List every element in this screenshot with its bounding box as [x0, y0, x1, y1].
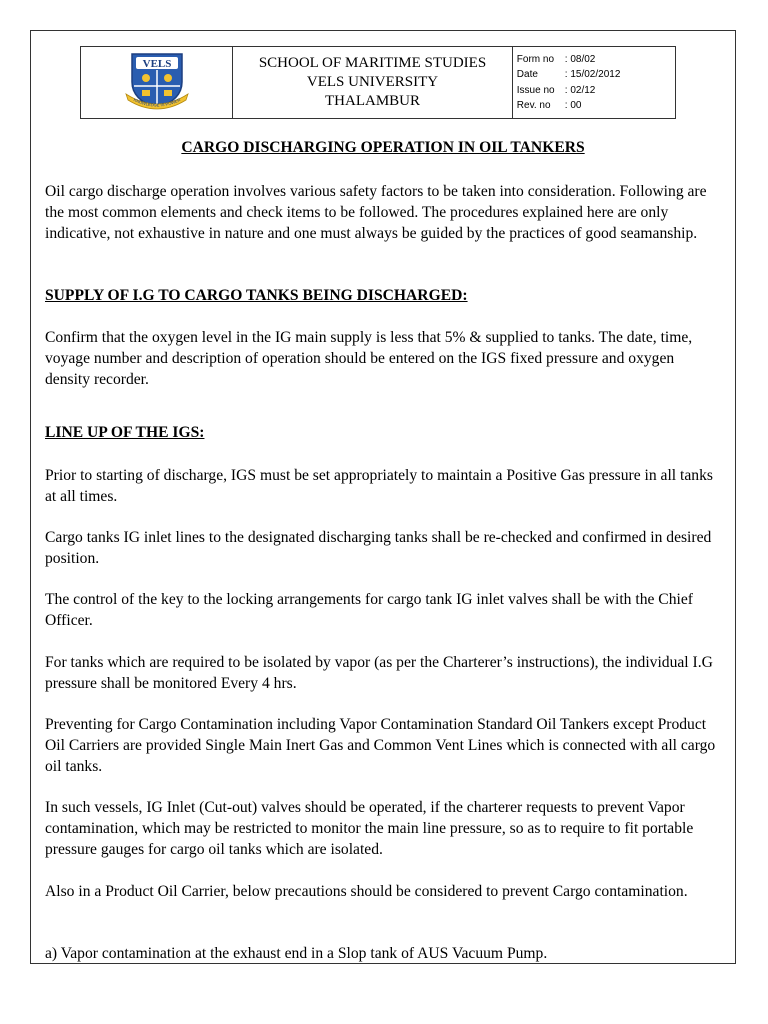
vels-university-logo — [120, 48, 194, 112]
document-title: CARGO DISCHARGING OPERATION IN OIL TANKERS — [181, 139, 585, 156]
logo-cell — [81, 47, 233, 119]
campus-name: THALAMBUR — [325, 93, 421, 109]
revision-number-row — [517, 98, 675, 114]
form-info-cell — [512, 47, 675, 119]
section-heading-igs-lineup: LINE UP OF THE IGS: — [45, 424, 205, 441]
section-heading-ig-supply: SUPPLY OF I.G TO CARGO TANKS BEING DISCHARGED: — [45, 287, 468, 304]
revision-number-value: : 00 — [564, 100, 582, 111]
revision-number-label: Rev. no — [516, 100, 551, 111]
igs-lineup-paragraph-3: The control of the key to the locking arrangements for cargo tank IG inlet valves shall be with the Chief Officer. — [45, 591, 693, 629]
school-name: SCHOOL OF MARITIME STUDIES — [258, 55, 487, 71]
form-number-row — [517, 52, 675, 68]
date-value: : 15/02/2012 — [564, 69, 621, 80]
issue-number-row — [517, 83, 675, 99]
university-name: VELS UNIVERSITY — [306, 74, 439, 90]
contamination-paragraph-1: Preventing for Cargo Contamination including Vapor Contamination Standard Oil Tankers except Product Oil Carriers are provided Single Main Inert Gas and Common Vent Lines which is connected with all cargo oil tanks. — [45, 716, 716, 775]
contamination-item-a: a) Vapor contamination at the exhaust end in a Slop tank of AUS Vacuum Pump. — [45, 945, 548, 962]
contamination-paragraph-2: In such vessels, IG Inlet (Cut-out) valves should be operated, if the charterer requests to prevent Vapor contamination, which may be restricted to monitor the main line pressure, so as to require to fit portable pressure gauges for cargo oil tanks which are isolated. — [45, 799, 694, 858]
date-label: Date — [516, 69, 538, 80]
issue-number-label: Issue no — [516, 84, 555, 96]
form-number-value: : 08/02 — [564, 53, 596, 65]
igs-lineup-paragraph-2: Cargo tanks IG inlet lines to the designated discharging tanks shall be re-checked and confirmed in desired position. — [45, 529, 712, 567]
intro-paragraph: Oil cargo discharge operation involves various safety factors to be taken into consideration. Following are the most common elements and check items to be followed. The procedures explained here are only indicative, not exhaustive in nature and one must always be guided by the practices of good seamanship. — [45, 183, 707, 242]
logo-text: VELS — [142, 58, 171, 70]
form-number-label: Form no — [516, 53, 555, 65]
logo-motto: KNOWLEDGE IS POWER — [132, 97, 181, 108]
igs-lineup-paragraph-4: For tanks which are required to be isolated by vapor (as per the Charterer’s instructions), the individual I.G pressure shall be monitored Every 4 hrs. — [45, 654, 713, 692]
ig-supply-paragraph: Confirm that the oxygen level in the IG main supply is less that 5% & supplied to tanks. The date, time, voyage number and description of operation should be entered on the IGS fixed pressure and oxygen density recorder. — [45, 329, 693, 388]
document-header-table — [80, 46, 676, 119]
school-name-cell — [233, 47, 513, 119]
issue-number-value: : 02/12 — [564, 84, 596, 96]
igs-lineup-paragraph-1: Prior to starting of discharge, IGS must be set appropriately to maintain a Positive Gas pressure in all tanks at all times. — [45, 467, 713, 505]
contamination-paragraph-3: Also in a Product Oil Carrier, below precautions should be considered to prevent Cargo contamination. — [45, 883, 688, 900]
date-row — [517, 67, 675, 83]
